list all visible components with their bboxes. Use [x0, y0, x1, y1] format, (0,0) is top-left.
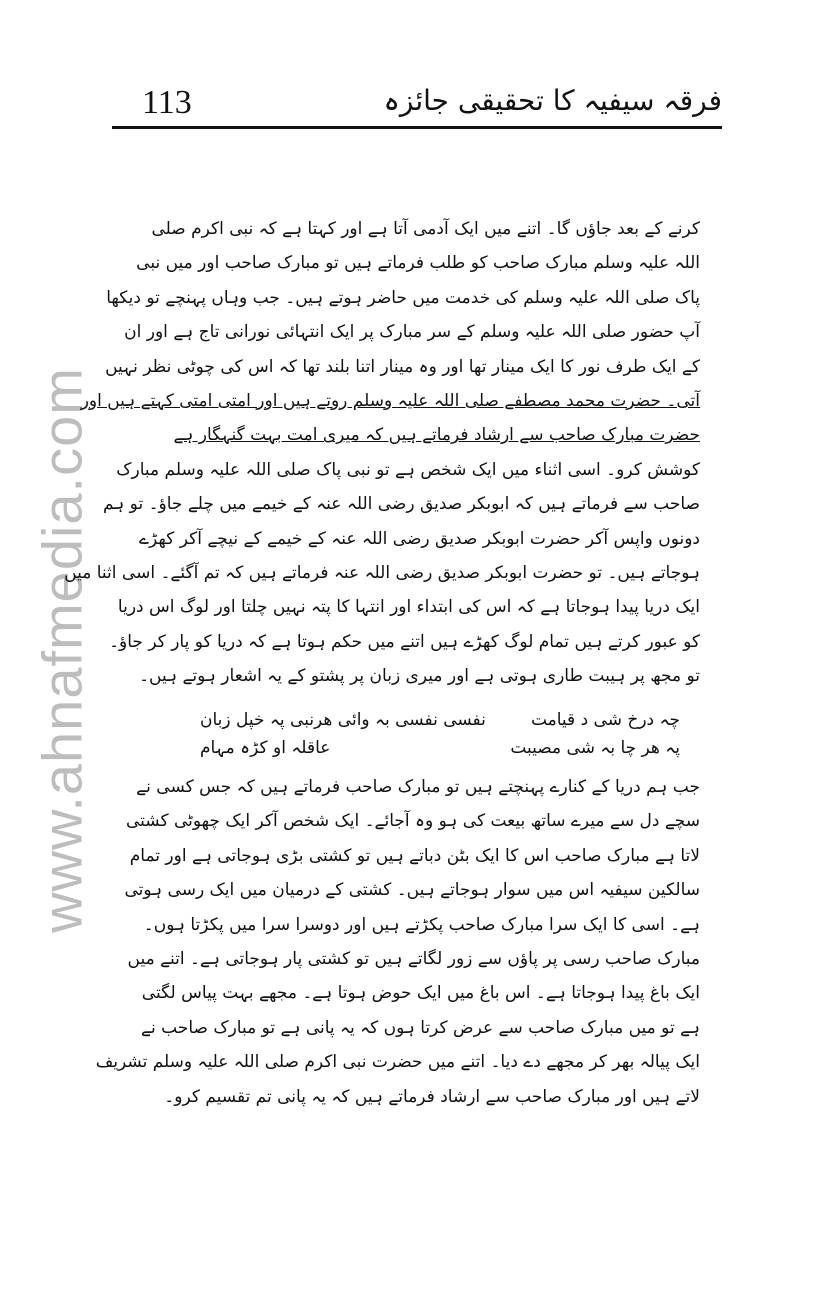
poem-row — [200, 734, 680, 762]
poem-row — [200, 706, 680, 734]
text-line: سچے دل سے میرے ساتھ بیعت کی ہو وہ آجائے۔ ایک شخص آکر ایک چھوٹی کشتی — [126, 811, 700, 832]
header-rule — [112, 126, 722, 129]
text-line: دونوں واپس آکر حضرت ابوبکر صدیق رضی اللہ عنہ کے خیمے کے نیچے آکر کھڑے — [139, 528, 700, 549]
verse-half: عاقلہ او کڑہ مہام — [200, 738, 331, 758]
text-line: ایک باغ پیدا ہوجاتا ہے۔ اس باغ میں ایک حوض ہوتا ہے۔ مجھے بہت پیاس لگتی — [141, 983, 700, 1004]
verse-half: چہ درخ شی د قیامت — [530, 710, 680, 730]
page-number: 113 — [142, 84, 192, 121]
verse-half: پہ هر چا بہ شی مصیبت — [510, 738, 680, 758]
text-line: لاتا ہے مبارک صاحب اس کا ایک بٹن دباتے ہیں تو کشتی بڑی ہوجاتی ہے اور تمام — [129, 845, 700, 866]
text-line: تو مجھ پر ہیبت طاری ہوتی ہے اور میری زبان پر پشتو کے یہ اشعار ہوتے ہیں۔ — [139, 666, 700, 687]
text-line: لاتے ہیں اور مبارک صاحب سے ارشاد فرماتے ہیں کہ یہ پانی تم تقسیم کرو۔ — [164, 1086, 700, 1107]
body-paragraph — [64, 212, 700, 693]
text-line: مبارک صاحب رسی پر پاؤں سے زور لگاتے ہیں تو کشتی پار ہوجاتی ہے۔ اتنے میں — [127, 948, 700, 969]
text-line: اللہ علیہ وسلم مبارک صاحب کو طلب فرماتے ہیں تو مبارک صاحب اور میں نبی — [136, 253, 700, 274]
text-line: کو عبور کرتے ہیں تمام لوگ کھڑے ہیں اتنے میں حکم ہوتا ہے کہ دریا کو پار کر جاؤ۔ — [109, 631, 700, 652]
text-line: کے ایک طرف نور کا ایک مینار تھا اور وہ مینار اتنا بلند تھا کہ اس کی چوٹی نظر نہیں — [105, 356, 700, 377]
text-line: ایک دریا پیدا ہوجاتا ہے کہ اس کی ابتداء اور انتہا کا پتہ نہیں چلتا اور لوگ اس دریا — [117, 597, 700, 618]
book-title: فرقہ سیفیہ کا تحقیقی جائزہ — [383, 84, 722, 117]
text-line: سالکین سیفیہ اس میں سوار ہوجاتے ہیں۔ کشتی کے درمیان میں ایک رسی ہوتی — [124, 880, 700, 901]
text-line-underlined: حضرت مبارک صاحب سے ارشاد فرماتے ہیں کہ میری امت بہت گنہگار ہے — [173, 425, 700, 446]
poem-verses — [200, 706, 680, 762]
text-line: جب ہم دریا کے کنارے پہنچتے ہیں تو مبارک صاحب فرماتے ہیں کہ جس کسی نے — [136, 777, 700, 797]
text-line: ہوجاتے ہیں۔ تو حضرت ابوبکر صدیق رضی اللہ عنہ فرماتے ہیں کہ تم آگئے۔ اسی اثنا میں — [64, 562, 700, 583]
text-line: آپ حضور صلی اللہ علیہ وسلم کے سر مبارک پر ایک انتہائی نورانی تاج ہے اور ان — [124, 322, 700, 343]
text-line: پاک صلی اللہ علیہ وسلم کی خدمت میں حاضر ہوتے ہیں۔ جب وہاں پہنچے تو دیکھا — [106, 287, 700, 308]
body-paragraph-2 — [95, 770, 700, 1114]
text-line: کرنے کے بعد جاؤں گا۔ اتنے میں ایک آدمی آتا ہے اور کہتا ہے کہ نبی اکرم صلی — [151, 219, 700, 239]
text-line: ہے تو میں مبارک صاحب سے عرض کرتا ہوں کہ یہ پانی ہے تو مبارک صاحب نے — [141, 1017, 700, 1038]
text-line: ہے۔ اسی کا ایک سرا مبارک صاحب پکڑتے ہیں اور دوسرا سرا میں پکڑتا ہوں۔ — [143, 914, 700, 935]
text-line: کوشش کرو۔ اسی اثناء میں ایک شخص ہے تو نبی پاک صلی اللہ علیہ وسلم مبارک — [116, 459, 700, 480]
text-line-underlined: آتی۔ حضرت محمد مصطفے صلی اللہ علیہ وسلم روتے ہیں اور امتی امتی کہتے ہیں اور — [80, 390, 700, 411]
page-header — [112, 80, 722, 130]
text-line: صاحب سے فرماتے ہیں کہ ابوبکر صدیق رضی اللہ عنہ کے خیمے میں چلے جاؤ۔ تو ہم — [102, 494, 700, 515]
watermark: www.ahnafmedia.com — [30, 367, 94, 933]
text-line: ایک پیالہ بھر کر مجھے دے دیا۔ اتنے میں حضرت نبی اکرم صلی اللہ علیہ وسلم تشریف — [95, 1052, 700, 1073]
verse-half: نفسی نفسی بہ وائی هرنبی پہ خپل زبان — [200, 710, 486, 730]
